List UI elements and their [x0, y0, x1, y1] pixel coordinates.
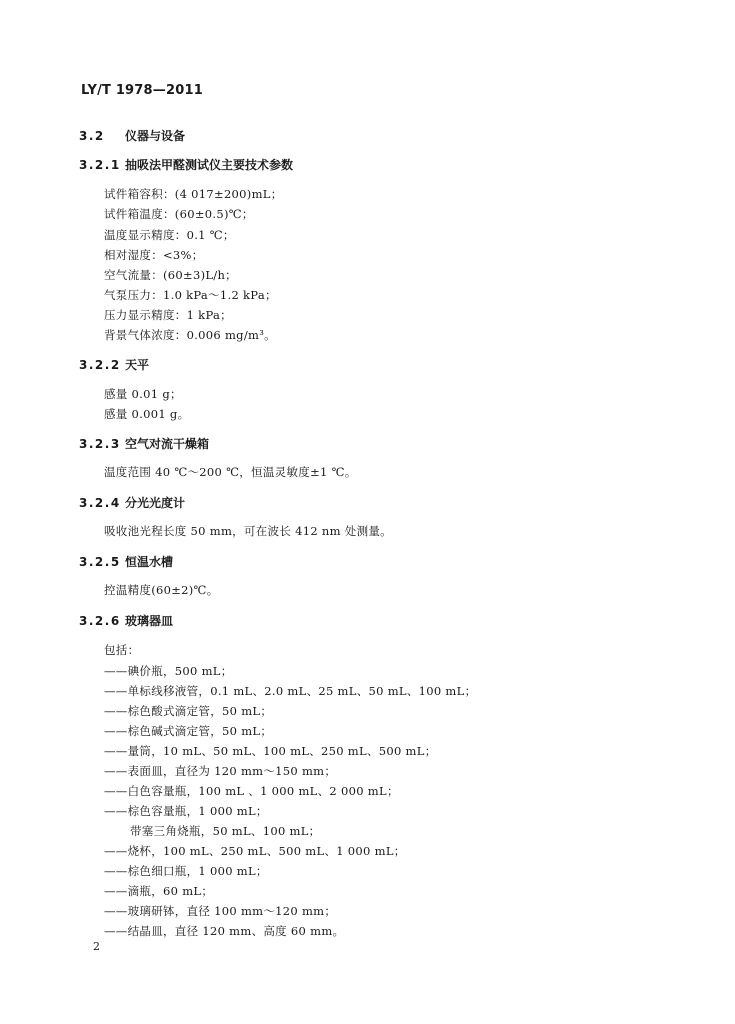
section-title: 空气对流干燥箱 [125, 437, 210, 451]
section-number: 3.2.3 [79, 437, 121, 451]
param-line: 背景气体浓度：0.006 mg/m³。 [104, 328, 276, 342]
balance-line: 感量 0.01 g； [104, 387, 182, 401]
param-line: 相对湿度：<3%； [104, 248, 204, 262]
glassware-item: ——棕色细口瓶，1 000 mL； [104, 864, 268, 878]
section-number: 3.2.5 [79, 555, 121, 569]
section-heading-3-2-4 [79, 494, 185, 511]
glassware-intro: 包括： [104, 643, 140, 657]
section-number: 3.2.2 [79, 358, 121, 372]
section-number: 3.2.6 [79, 614, 121, 628]
param-line: 空气流量：(60±3)L/h； [104, 268, 237, 282]
section-title: 玻璃器皿 [125, 614, 174, 628]
glassware-item: ——量筒，10 mL、50 mL、100 mL、250 mL、500 mL； [104, 744, 437, 758]
section-heading-3-2-1 [79, 156, 293, 173]
waterbath-spec: 控温精度(60±2)℃。 [104, 583, 219, 597]
section-title: 分光光度计 [125, 496, 186, 510]
section-number: 3.2 [79, 129, 105, 143]
section-heading-3-2 [79, 127, 185, 144]
glassware-item: ——白色容量瓶，100 mL 、1 000 mL、2 000 mL； [104, 784, 399, 798]
section-title: 恒温水槽 [125, 555, 174, 569]
glassware-item: ——单标线移液管，0.1 mL、2.0 mL、25 mL、50 mL、100 mL； [104, 684, 477, 698]
section-title: 仪器与设备 [125, 129, 186, 143]
section-number: 3.2.4 [79, 496, 121, 510]
section-heading-3-2-3 [79, 435, 209, 452]
section-title: 天平 [125, 358, 150, 372]
param-line: 压力显示精度：1 kPa； [104, 308, 232, 322]
section-heading-3-2-2 [79, 356, 149, 373]
section-number: 3.2.1 [79, 158, 121, 172]
param-line: 试件箱容积：(4 017±200)mL； [104, 187, 283, 201]
oven-spec: 温度范围 40 ℃～200 ℃，恒温灵敏度±1 ℃。 [104, 465, 357, 479]
glassware-item: ——棕色容量瓶，1 000 mL； [104, 804, 268, 818]
glassware-item: ——碘价瓶，500 mL； [104, 664, 233, 678]
glassware-item: ——棕色酸式滴定管，50 mL； [104, 704, 273, 718]
balance-line: 感量 0.001 g。 [104, 407, 190, 421]
glassware-item: ——烧杯，100 mL、250 mL、500 mL、1 000 mL； [104, 844, 406, 858]
section-heading-3-2-6 [79, 612, 173, 629]
glassware-item: ——结晶皿，直径 120 mm、高度 60 mm。 [104, 924, 345, 938]
glassware-item: ——棕色碱式滴定管，50 mL； [104, 724, 273, 738]
page-number: 2 [93, 940, 100, 953]
glassware-item: ——表面皿，直径为 120 mm～150 mm； [104, 764, 337, 778]
section-heading-3-2-5 [79, 553, 173, 570]
param-line: 温度显示精度：0.1 ℃； [104, 228, 235, 242]
spectro-spec: 吸收池光程长度 50 mm，可在波长 412 nm 处测量。 [104, 524, 392, 538]
param-line: 气泵压力：1.0 kPa～1.2 kPa； [104, 288, 277, 302]
param-line: 试件箱温度：(60±0.5)℃； [104, 207, 254, 221]
section-title: 抽吸法甲醛测试仪主要技术参数 [125, 158, 294, 172]
glassware-item: 带塞三角烧瓶，50 mL、100 mL； [130, 824, 321, 838]
standard-header: LY/T 1978—2011 [81, 83, 203, 98]
glassware-item: ——滴瓶，60 mL； [104, 884, 214, 898]
glassware-item: ——玻璃研钵，直径 100 mm～120 mm； [104, 904, 337, 918]
